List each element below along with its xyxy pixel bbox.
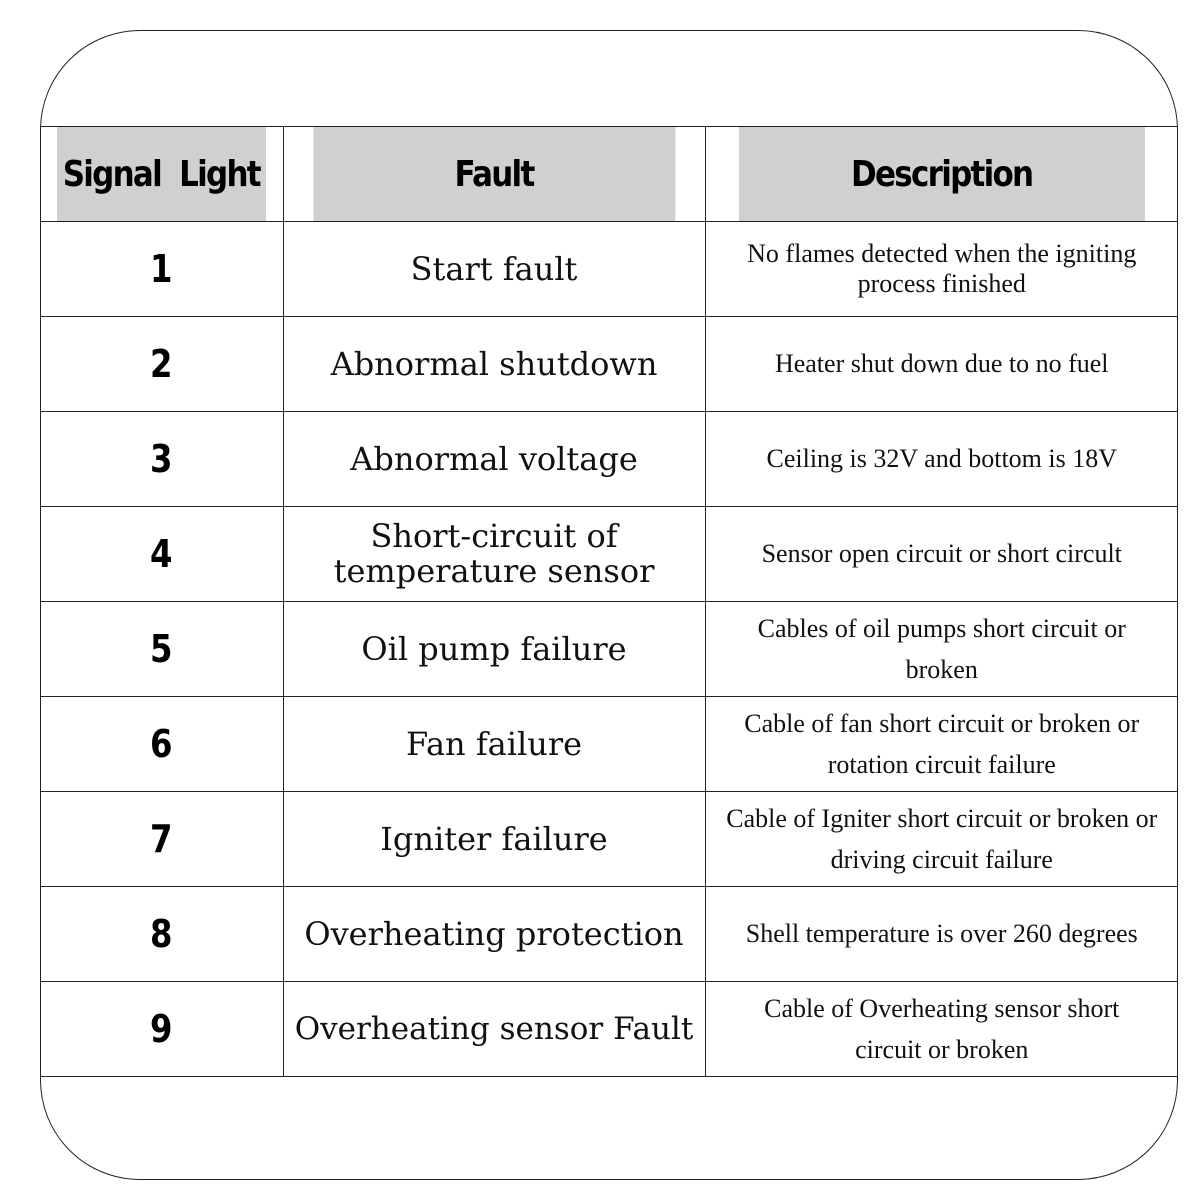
header-fault: Fault bbox=[313, 127, 676, 222]
fault-description: Cables of oil pumps short circuit or broken bbox=[705, 602, 1178, 697]
header-description: Description bbox=[738, 127, 1145, 222]
table-row bbox=[40, 887, 1178, 982]
table-row bbox=[40, 697, 1178, 792]
table-row bbox=[40, 317, 1178, 412]
signal-number: 2 bbox=[40, 317, 283, 412]
fault-description: Cable of Igniter short circuit or broken or driving circuit failure bbox=[705, 792, 1178, 887]
fault-description: Sensor open circuit or short circult bbox=[705, 507, 1178, 602]
signal-number: 1 bbox=[40, 222, 283, 317]
fault-name: Abnormal shutdown bbox=[283, 317, 705, 412]
table-row bbox=[40, 602, 1178, 697]
signal-number: 4 bbox=[40, 507, 283, 602]
fault-description: Cable of Overheating sensor short circuit or broken bbox=[705, 982, 1178, 1077]
table-header-row bbox=[40, 127, 1178, 222]
fault-name: Oil pump failure bbox=[283, 602, 705, 697]
signal-number: 8 bbox=[40, 887, 283, 982]
signal-number: 5 bbox=[40, 602, 283, 697]
fault-description: Shell temperature is over 260 degrees bbox=[705, 887, 1178, 982]
fault-name: Abnormal voltage bbox=[283, 412, 705, 507]
fault-name: Igniter failure bbox=[283, 792, 705, 887]
fault-name: Start fault bbox=[283, 222, 705, 317]
fault-name: Short-circuit of temperature sensor bbox=[283, 507, 705, 602]
table-row bbox=[40, 222, 1178, 317]
fault-description: Cable of fan short circuit or broken or rotation circuit failure bbox=[705, 697, 1178, 792]
table-row bbox=[40, 982, 1178, 1077]
fault-name: Fan failure bbox=[283, 697, 705, 792]
signal-number: 6 bbox=[40, 697, 283, 792]
header-signal-light: Signal Light bbox=[57, 127, 266, 222]
fault-code-table bbox=[40, 126, 1178, 1077]
signal-number: 7 bbox=[40, 792, 283, 887]
table-row bbox=[40, 412, 1178, 507]
fault-name: Overheating protection bbox=[283, 887, 705, 982]
fault-description: Heater shut down due to no fuel bbox=[705, 317, 1178, 412]
signal-number: 9 bbox=[40, 982, 283, 1077]
table-row bbox=[40, 507, 1178, 602]
signal-number: 3 bbox=[40, 412, 283, 507]
fault-name: Overheating sensor Fault bbox=[283, 982, 705, 1077]
table-row bbox=[40, 792, 1178, 887]
fault-description: Ceiling is 32V and bottom is 18V bbox=[705, 412, 1178, 507]
fault-description: No flames detected when the igniting process finished bbox=[705, 222, 1178, 317]
